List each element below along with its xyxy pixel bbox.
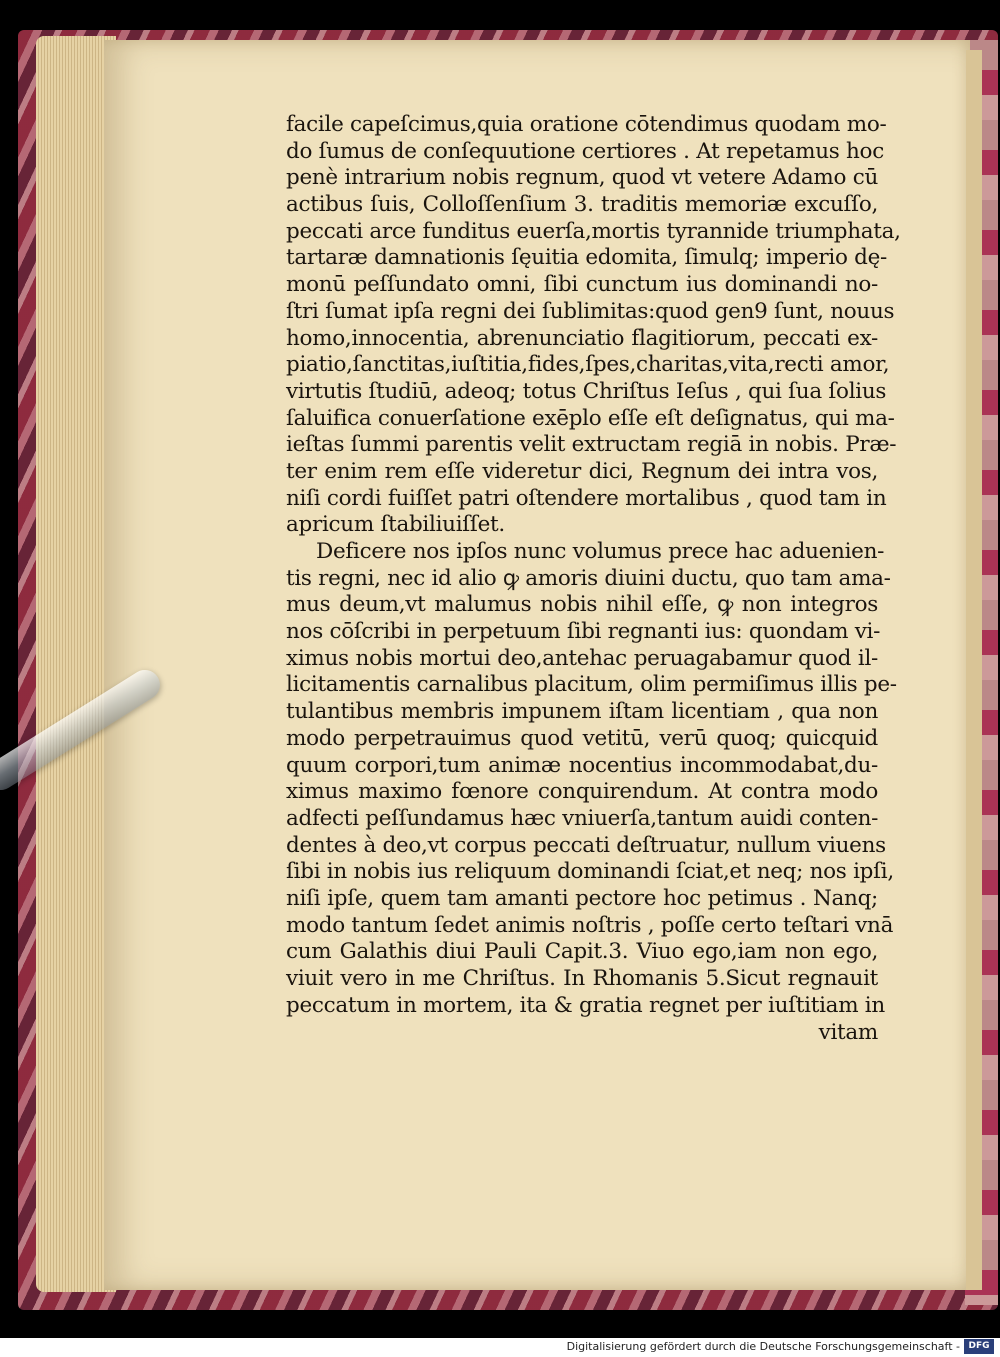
text-line: virtutis ſtudiū, adeoq; totus Chriſtus Ieſus , qui ſua ſolius — [286, 378, 887, 404]
text-line: licitamentis carnalibus placitum, olim permiſimus illis pe- — [286, 672, 897, 698]
text-line: apricum ſtabiliuiſſet. — [286, 512, 505, 538]
text-line: monū peſſundato omni, ſibi cunctum ius dominandi no- — [286, 272, 878, 298]
text-line: ximus maximo fœnore conquirendum. At contra modo — [286, 779, 878, 805]
text-line: niſi ipſe, quem tam amanti pectore hoc petimus . Nanq; — [286, 885, 878, 911]
text-line: ſibi in nobis ius reliquum dominandi ſciat,et neq; nos ipſi, — [286, 859, 894, 885]
text-line: ſaluifica conuerſatione exēplo eſſe eſt deſignatus, qui ma- — [286, 405, 895, 431]
text-line: tulantibus membris impunem iſtam licentiam , qua non — [286, 699, 878, 725]
text-line: quum corpori,tum animæ nocentius incommodabat,du- — [286, 752, 878, 778]
text-line: mus deum,vt malumus nobis nihil eſſe, ꝙ non integros — [286, 592, 878, 618]
text-line: penè intrarium nobis regnum, quod vt vetere Adamo cū — [286, 165, 878, 191]
text-line: peccati arce funditus euerſa,mortis tyrannide triumphata, — [286, 218, 901, 244]
digitization-credit: Digitalisierung gefördert durch die Deutsche Forschungsgemeinschaft - — [566, 1340, 960, 1353]
text-line: piatio,ſanctitas,iuſtitia,fides,ſpes,charitas,vita,recti amor, — [286, 352, 890, 378]
text-line: cum Galathis diui Pauli Capit.3. Viuo ego,iam non ego, — [286, 939, 878, 965]
text-line: tartaræ damnationis ſęuitia edomita, ſimulq; imperio dę- — [286, 245, 888, 271]
text-line: viuit vero in me Chriſtus. In Rhomanis 5.Sicut regnauit — [286, 966, 878, 991]
text-line: ſtri ſumat ipſa regni dei ſublimitas:quod gen9 ſunt, nouus — [286, 298, 895, 324]
text-line: peccatum in mortem, ita & gratia regnet per iuſtitiam in — [286, 992, 885, 1018]
text-line: adfecti peſſundamus hæc vniuerſa,tantum auidi conten- — [286, 805, 879, 831]
catchword: vitam — [818, 1020, 878, 1046]
text-line: ieſtas ſummi parentis velit extructam regiā in nobis. Præ- — [286, 432, 897, 458]
text-line: facile capeſcimus,quia oratione cōtendimus quodam mo- — [286, 112, 887, 137]
text-line: tis regni, nec id alio ꝙ amoris diuini ductu, quo tam ama- — [286, 565, 891, 591]
text-line: homo,innocentia, abrenunciatio flagitiorum, peccati ex- — [286, 325, 878, 351]
page-text — [286, 112, 901, 1047]
text-line: ximus nobis mortui deo,antehac peruagabamur quod il- — [286, 645, 878, 671]
text-line: niſi cordi fuiſſet patri oſtendere mortalibus , quod tam in — [286, 485, 887, 511]
text-line: actibus ſuis, Colloſſenſium 3. traditis memoriæ excuſſo, — [286, 192, 878, 218]
page-gutter — [966, 50, 982, 1290]
dfg-logo: DFG — [964, 1339, 994, 1354]
text-line: do ſumus de conſequutione certiores . At repetamus hoc — [286, 138, 884, 164]
text-line: ter enim rem eſſe videretur dici, Regnum dei intra vos, — [286, 458, 878, 484]
text-line: dentes à deo,vt corpus peccati deſtruatur, nullum viuens — [286, 832, 886, 858]
text-line: Deficere nos ipſos nunc volumus prece hac aduenien- — [316, 539, 885, 564]
text-line: modo tantum ſedet animis noſtris , poſſe certo teſtari vnā — [286, 912, 894, 938]
text-line: modo perpetrauimus quod vetitū, verū quoq; quicquid — [286, 725, 878, 751]
text-line: nos cōſcribi in perpetuum ſibi regnanti ius: quondam vi- — [286, 619, 881, 645]
